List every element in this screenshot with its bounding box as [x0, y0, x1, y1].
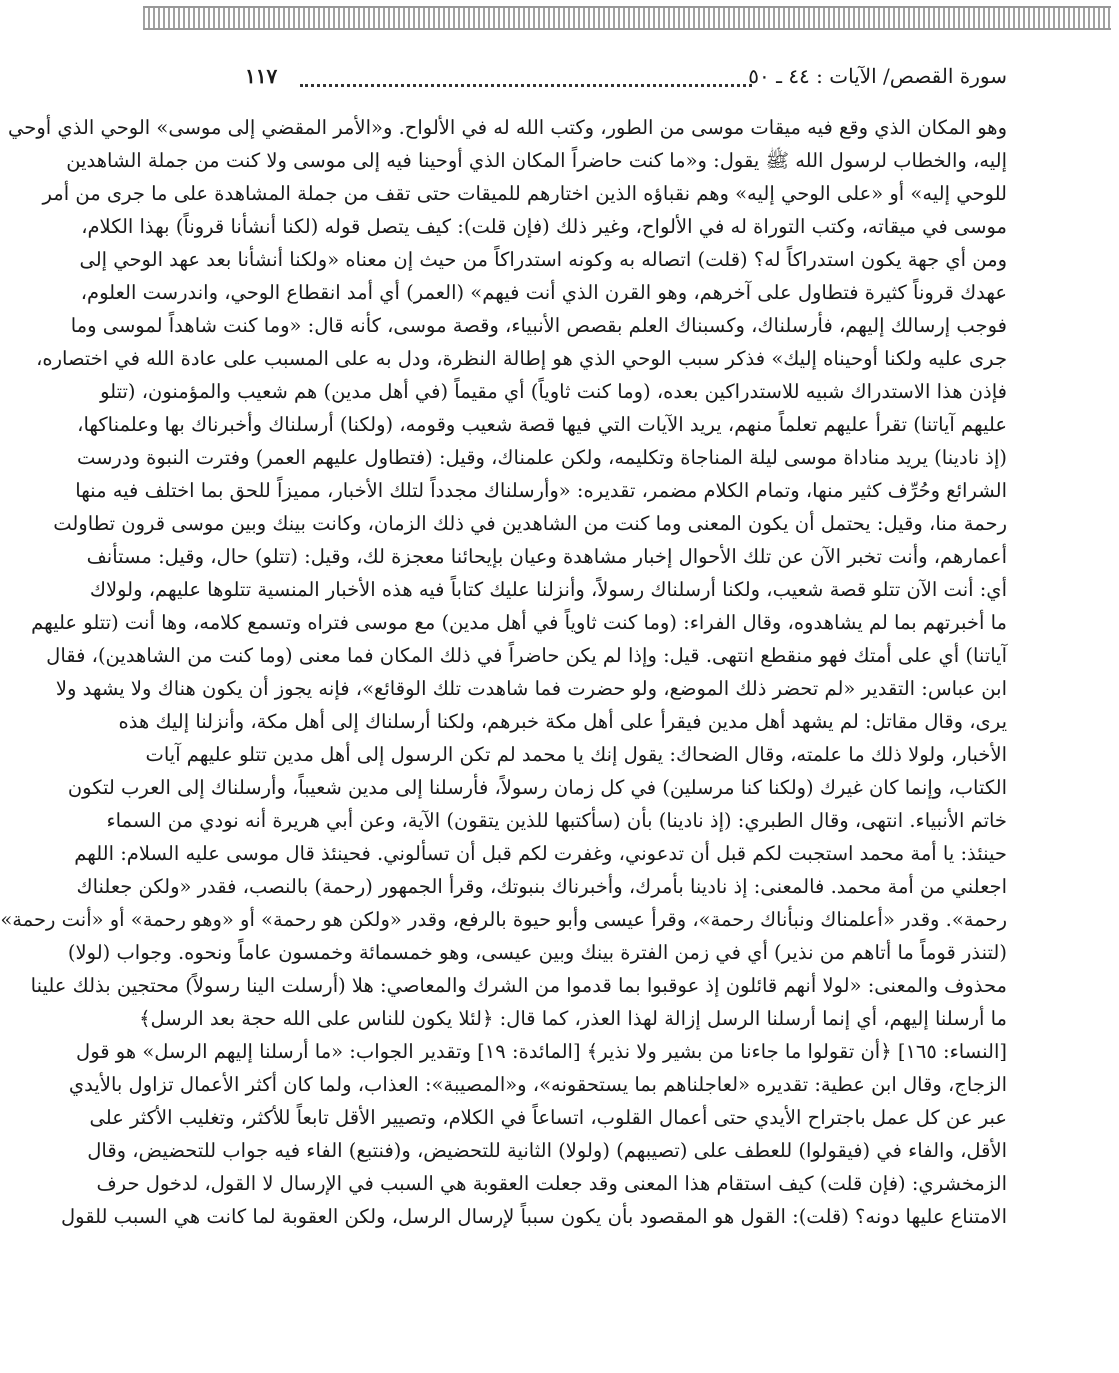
- running-title: سورة القصص/ الآيات : ٤٤ ـ ٥٠: [748, 64, 1007, 88]
- text-line: أي: أنت الآن تتلو قصة شعيب، ولكنا أرسلناك رسولاً، وأنزلنا عليك كتاباً فيه هذه الأخبار المنسية تتلوها عليهم، ولولاك: [89, 578, 1007, 601]
- text-line: الزمخشري: (فإن قلت) كيف استقام هذا المعنى وقد جعلت العقوبة هي السبب في الإرسال لا القول، لدخول حرف: [96, 1172, 1007, 1195]
- page-number: ١١٧: [245, 64, 278, 88]
- text-line: رحمة منا، وقيل: يحتمل أن يكون المعنى وما كنت من الشاهدين في ذلك الزمان، وكانت بينك وبين موسى قرون تطاولت: [53, 512, 1007, 535]
- text-line: عبر عن كل عمل باجتراح الأيدي حتى أعمال القلوب، اتساعاً في الكلام، وتصيير الأقل تابعاً للأكثر، وتغليب الأكثر على: [89, 1106, 1007, 1129]
- text-line: ما أرسلنا إليهم، أي إنما أرسلنا الرسل إزالة لهذا العذر، كما قال: ﴿لئلا يكون للناس على الله حجة بعد الرسل﴾: [139, 1007, 1007, 1030]
- text-line: جرى عليه ولكنا أوحيناه إليك» فذكر سبب الوحي الذي هو إطالة النظرة، ودل به على المسبب على عادة الله في اختصاره،: [36, 347, 1007, 370]
- text-line: اجعلني من أمة محمد. فالمعنى: إذ نادينا بأمرك، وأخبرناك بنبوتك، وقرأ الجمهور (رحمة) بالنصب، فقدر «ولكن جعلناك: [76, 875, 1007, 898]
- text-line: ومن أي جهة يكون استدراكاً له؟ (قلت) اتصاله به وكونه استدراكاً من حيث إن معناه «ولكنا أنشأنا بعد عهد الوحي إلى: [79, 248, 1007, 271]
- text-line: الزجاج، وقال ابن عطية: تقديره «لعاجلناهم بما يستحقونه»، و«المصيبة»: العذاب، ولما كان أكثر الأعمال تزاول بالأيدي: [68, 1073, 1007, 1096]
- text-line: للوحي إليه» أو «على الوحي إليه» وهم نقباؤه الذين اختارهم للميقات حتى تقف من جملة المشاهدة على ما جرى من أمر: [42, 182, 1007, 205]
- text-line: (إذ نادينا) يريد مناداة موسى ليلة المناجاة وتكليمه، ولكن علمناك، وقيل: (فتطاول عليهم العمر) وفترت النبوة ودرست: [76, 446, 1007, 469]
- text-line: وهو المكان الذي وقع فيه ميقات موسى من الطور، وكتب الله له في الألواح. و«الأمر المقضي إلى موسى» الوحي الذي أوحي: [8, 116, 1007, 139]
- text-line: [النساء: ١٦٥] ﴿أن تقولوا ما جاءنا من بشير ولا نذير﴾ [المائدة: ١٩] وتقدير الجواب: «ما أرسلنا إليهم الرسل» هو قول: [76, 1040, 1007, 1063]
- text-line: رحمة». وقدر «أعلمناك ونبأناك رحمة»، وقرأ عيسى وأبو حيوة بالرفع، وقدر «ولكن هو رحمة» أو «وهو رحمة» أو «أنت رحمة»: [0, 908, 1007, 931]
- text-line: أعمارهم، وأنت تخبر الآن عن تلك الأحوال إخبار مشاهدة وعيان بإيحائنا معجزة لك، وقيل: (تتلو) حال، وقيل: مستأنف: [86, 545, 1007, 568]
- text-line: حينئذ: يا أمة محمد استجبت لكم قبل أن تدعوني، وغفرت لكم قبل أن تسألوني. فحينئذ قال موسى عليه السلام: اللهم: [74, 842, 1007, 865]
- text-line: (لتنذر قوماً ما أتاهم من نذير) أي في زمن الفترة بينك وبين عيسى، وهو خمسمائة وخمسون عاماً ونحوه. وجواب (لولا): [67, 941, 1007, 964]
- text-line: الامتناع عليها دونه؟ (قلت): القول هو المقصود بأن يكون سبباً لإرسال الرسل، ولكن العقوبة لما كانت هي السبب للقول: [60, 1205, 1007, 1228]
- text-line: فوجب إرسالك إليهم، فأرسلناك، وكسبناك العلم بقصص الأنبياء، وقصة موسى، كأنه قال: «وما كنت شاهداً لموسى وما: [70, 314, 1007, 337]
- header-dotted-leader: [300, 84, 752, 87]
- text-line: الأقل، والفاء في (فيقولوا) للعطف على (تصيبهم) (ولولا) الثانية للتحضيض، و(فنتبع) الفاء فيه جواب للتحضيض، وقال: [87, 1139, 1007, 1162]
- text-line: موسى في ميقاته، وكتب التوراة له في الألواح، وغير ذلك (فإن قلت): كيف يتصل قوله (لكنا أنشأنا قروناً) بهذا الكلام،: [81, 215, 1007, 238]
- text-line: الأخبار، ولولا ذلك ما علمته، وقال الضحاك: يقول إنك يا محمد لم تكن الرسول إلى أهل مدين تتلو عليهم آيات: [145, 743, 1007, 766]
- text-line: خاتم الأنبياء. انتهى، وقال الطبري: (إذ نادينا) بأن (سأكتبها للذين يتقون) الآية، وعن أبي هريرة أنه نودي من السماء: [106, 809, 1007, 832]
- text-line: عهدك قروناً كثيرة فتطاول على آخرهم، وهو القرن الذي أنت فيهم» (العمر) أي أمد انقطاع الوحي، واندرست العلوم،: [80, 281, 1007, 304]
- decorative-top-border: [143, 6, 1111, 30]
- text-line: [249, 1266, 1007, 1299]
- body-text: [0, 111, 1007, 1299]
- text-line: [249, 1233, 1007, 1266]
- text-line: إليه، والخطاب لرسول الله ﷺ يقول: و«ما كنت حاضراً المكان الذي أوحينا فيه إلى موسى ولا كنت من جملة الشاهدين: [66, 149, 1007, 172]
- text-line: ابن عباس: التقدير «لم تحضر ذلك الموضع، ولو حضرت فما شاهدت تلك الوقائع»، فإنه يجوز أن يكون هناك ولا يشهد ولا: [55, 677, 1007, 700]
- text-line: الشرائع وحُرِّف كثير منها، وتمام الكلام مضمر، تقديره: «وأرسلناك مجدداً لتلك الأخبار، مميزاً للحق بما اختلف فيه منها: [75, 479, 1007, 502]
- text-line: عليهم آياتنا) تقرأ عليهم تعلماً منهم، يريد الآيات التي فيها قصة شعيب وقومه، (ولكنا) أرسلناك وأخبرناك بها وعلمناكها،: [77, 413, 1007, 436]
- page-header: [245, 64, 1007, 98]
- text-line: يرى، وقال مقاتل: لم يشهد أهل مدين فيقرأ على أهل مكة خبرهم، ولكنا أرسلناك إلى أهل مكة، وأنزلنا إليك هذه: [118, 710, 1007, 733]
- text-line: محذوف والمعنى: «لولا أنهم قائلون إذ عوقبوا بما قدموا من الشرك والمعاصي: هلا (أرسلت الينا رسولاً) محتجين بذلك علينا: [30, 974, 1007, 997]
- text-line: آياتنا) أي على أمتك فهو منقطع انتهى. قيل: وإذا لم يكن حاضراً في ذلك المكان فما معنى (وما كنت من الشاهدين)، فقال: [46, 644, 1007, 667]
- text-line: الكتاب، وإنما كان غيرك (ولكنا كنا مرسلين) في كل زمان رسولاً، فأرسلنا إلى مدين شعيباً، وأرسلناك إلى العرب لتكون: [67, 776, 1007, 799]
- text-line: ما أخبرتهم بما لم يشاهدوه، وقال الفراء: (وما كنت ثاوياً في أهل مدين) مع موسى فتراه وتسمع كلامه، وها أنت (تتلو عليهم: [31, 611, 1007, 634]
- text-line: فإذن هذا الاستدراك شبيه للاستدراكين بعده، (وما كنت ثاوياً) أي مقيماً (في أهل مدين) هم شعيب والمؤمنون، (تتلو: [100, 380, 1007, 403]
